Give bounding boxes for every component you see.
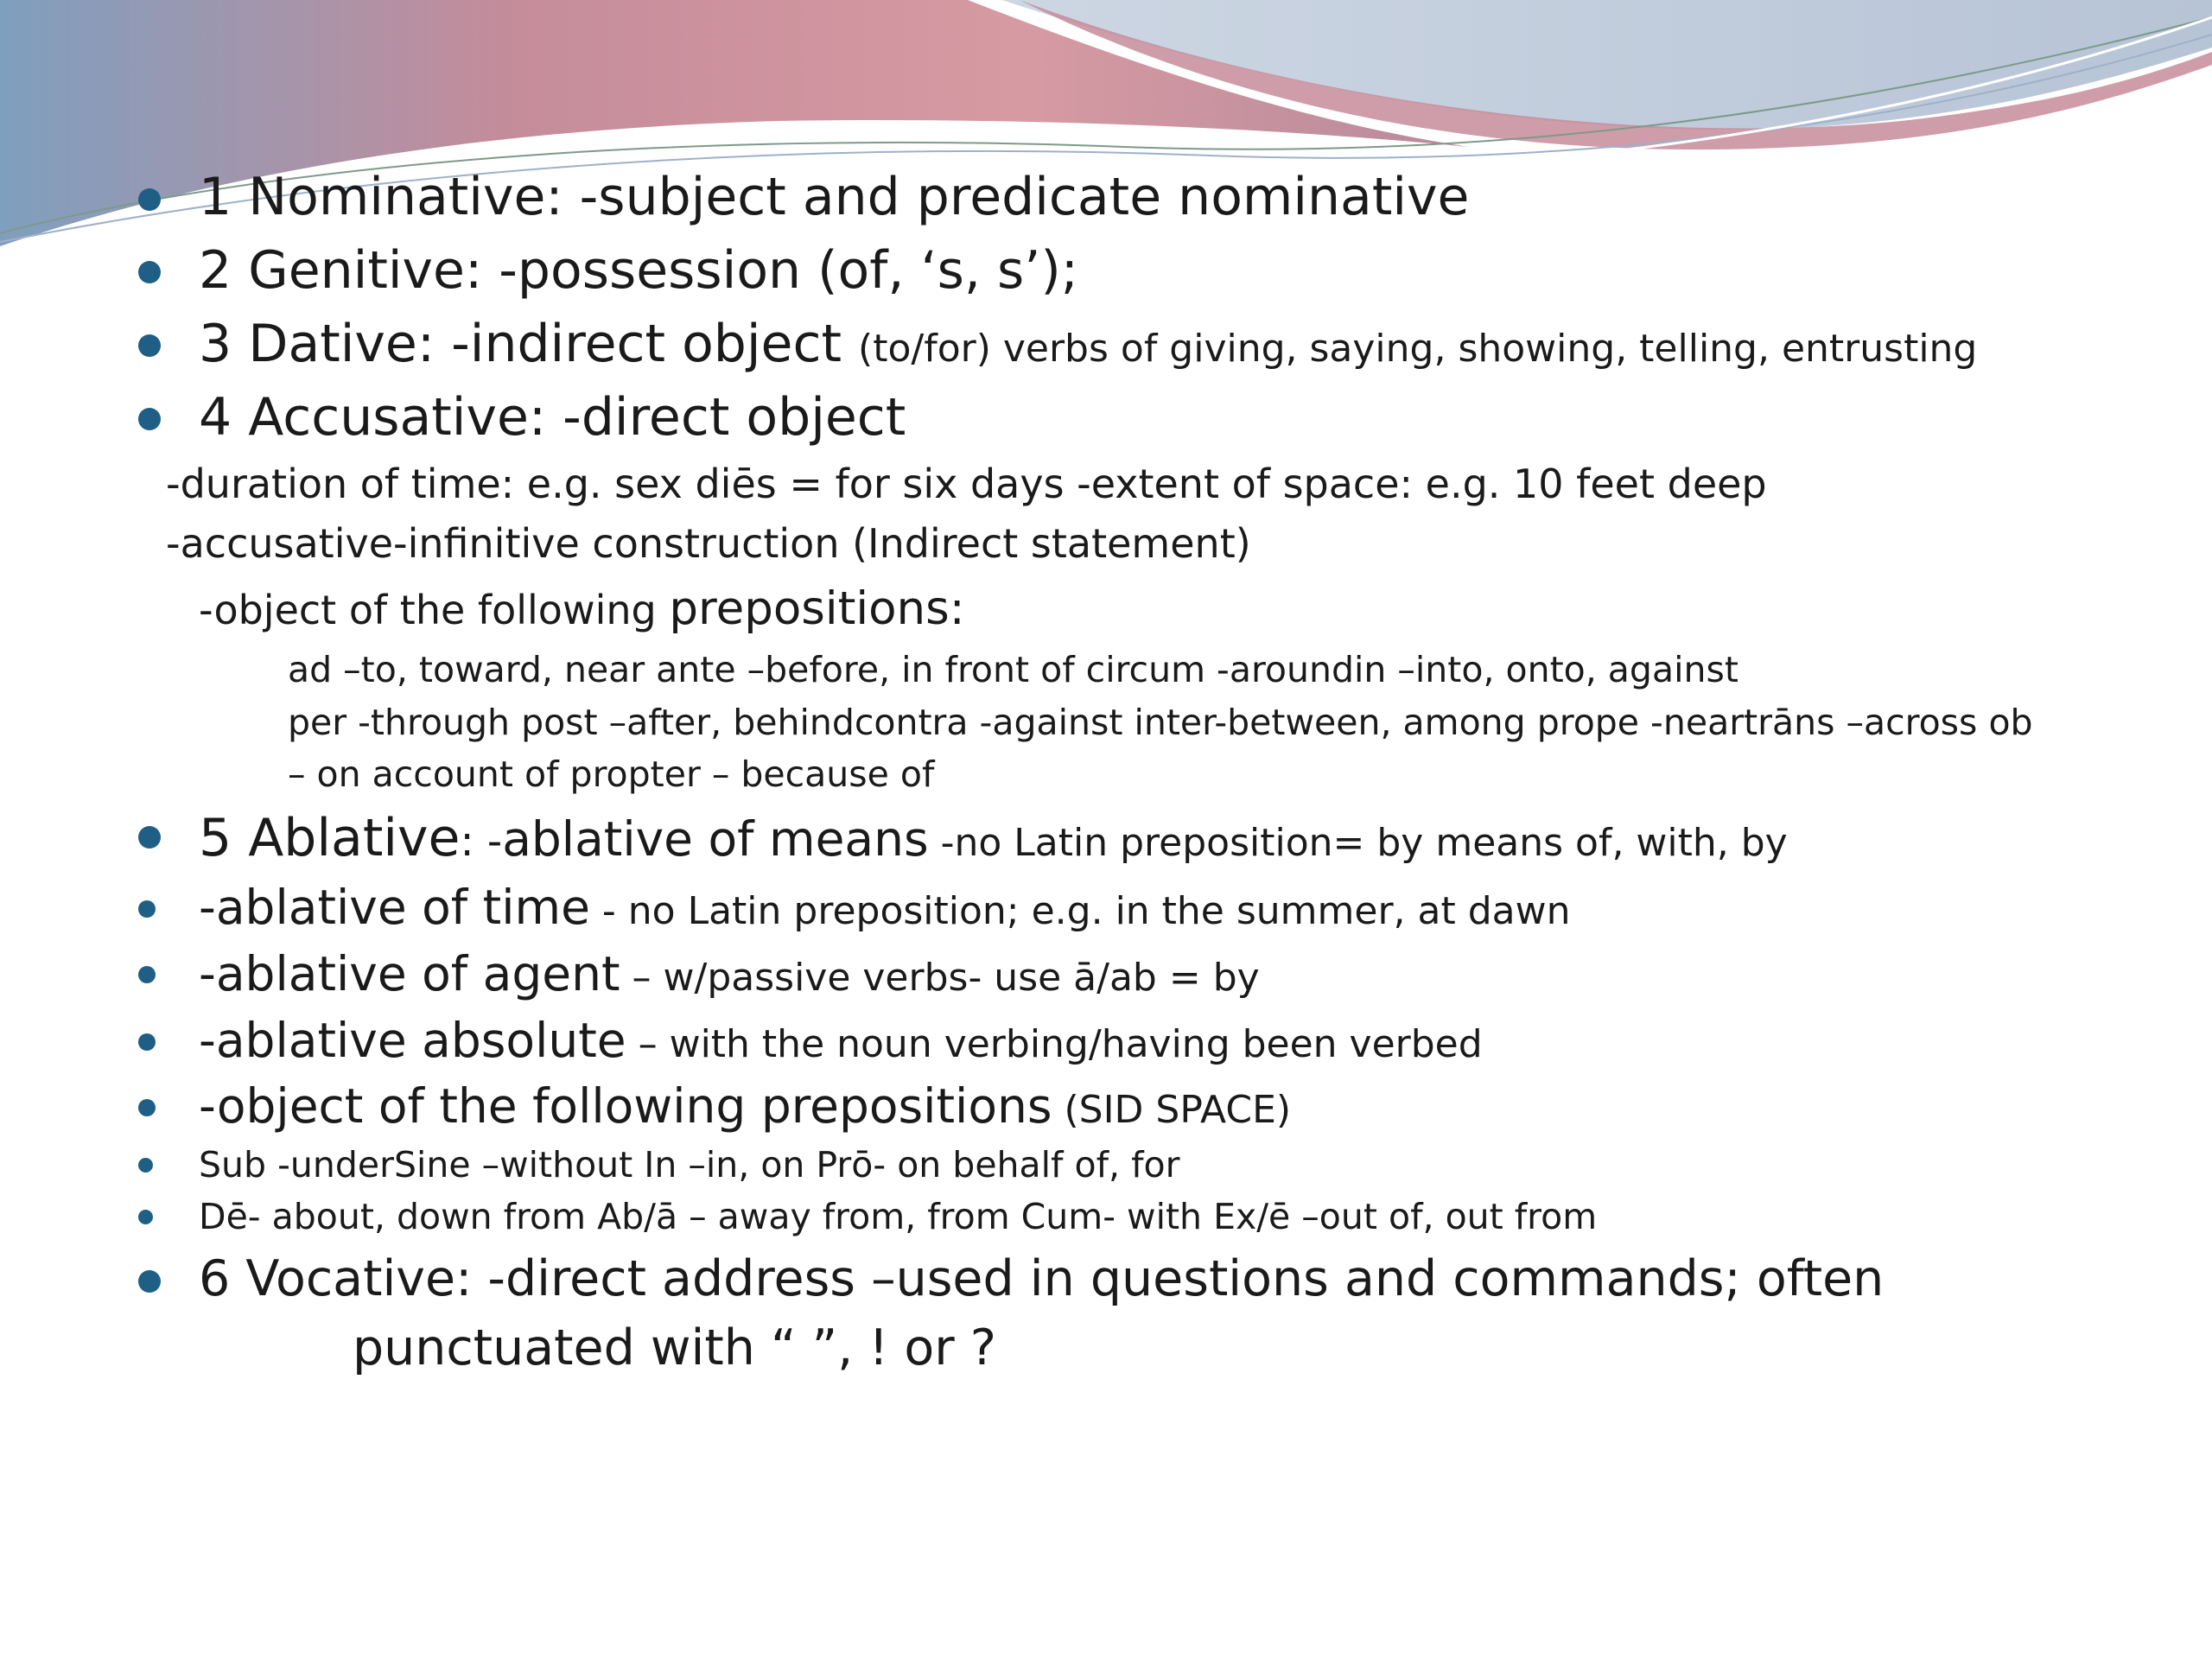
bullet-dot — [138, 900, 156, 918]
bullet-dot — [138, 1210, 153, 1224]
case-vocative: 6 Vocative: -direct address –used in questions and commands; often — [199, 1250, 1885, 1307]
dative-detail: (to/for) verbs of giving, saying, showing, telling, entrusting — [858, 327, 1978, 371]
case-ablative — [199, 808, 1788, 868]
ablative-absolute-detail: – with the noun verbing/having been verbed — [626, 1022, 1483, 1066]
ablative-absolute-label: -ablative absolute — [199, 1013, 626, 1068]
ablative-agent-detail: – w/passive verbs- use ā/ab = by — [620, 956, 1260, 1000]
ablative-label: 5 Ablative — [199, 808, 461, 868]
accusative-prep-list-2: per -through post –after, behindcontra -against inter-between, among prope -neartrāns –across ob — [288, 702, 2033, 743]
bullet-dot — [138, 334, 161, 357]
ablative-time-detail: - no Latin preposition; e.g. in the summer, at dawn — [589, 889, 1571, 933]
case-accusative: 4 Accusative: -direct object — [199, 387, 906, 448]
bullet-dot — [138, 966, 156, 983]
ablative-time-label: -ablative of time — [199, 880, 590, 935]
bullet-dot — [138, 188, 161, 211]
bullet-dot — [138, 1099, 156, 1116]
accusative-prep-word: prepositions: — [669, 582, 965, 635]
accusative-prep-list-3: – on account of propter – because of — [288, 753, 935, 795]
vocative-continuation: punctuated with “ ”, ! or ? — [353, 1319, 997, 1376]
ablative-means: ablative of means — [502, 811, 929, 867]
ablative-prep-list-2: Dē- about, down from Ab/ā – away from, from Cum- with Ex/ē –out of, out from — [199, 1196, 1598, 1237]
bullet-dot — [138, 261, 161, 283]
bullet-dot — [138, 1270, 161, 1293]
ablative-colon: : - — [460, 817, 503, 866]
ablative-prepositions — [199, 1078, 1292, 1134]
bullet-dot — [138, 1033, 156, 1051]
accusative-duration: -duration of time: e.g. sex diēs = for six days -extent of space: e.g. 10 feet deep — [166, 461, 1767, 507]
ablative-of-agent — [199, 946, 1260, 1001]
ablative-prep-label: -object of the following prepositions — [199, 1078, 1052, 1134]
ablative-prep-detail: (SID SPACE) — [1052, 1088, 1292, 1132]
case-genitive: 2 Genitive: -possession (of, ‘s, s’); — [199, 240, 1078, 301]
ablative-prep-list-1: Sub -underSine –without In –in, on Prō- on behalf of, for — [199, 1144, 1180, 1185]
bullet-dot — [138, 408, 161, 430]
accusative-prepositions-heading — [199, 582, 965, 635]
accusative-infinitive: -accusative-infinitive construction (Indirect statement) — [166, 520, 1251, 567]
ablative-means-detail: -no Latin preposition= by means of, with, by — [928, 821, 1788, 865]
case-nominative: 1 Nominative: -subject and predicate nominative — [199, 167, 1470, 227]
bullet-dot — [138, 826, 161, 849]
accusative-prep-prefix: -object of the following — [199, 587, 670, 633]
ablative-absolute — [199, 1013, 1483, 1068]
dative-label: 3 Dative: -indirect object — [199, 314, 859, 374]
ablative-agent-label: -ablative of agent — [199, 946, 620, 1001]
case-dative — [199, 314, 1978, 374]
bullet-dot — [138, 1158, 153, 1173]
accusative-prep-list-1: ad –to, toward, near ante –before, in front of circum -aroundin –into, onto, against — [288, 649, 1738, 690]
ablative-of-time — [199, 880, 1571, 935]
